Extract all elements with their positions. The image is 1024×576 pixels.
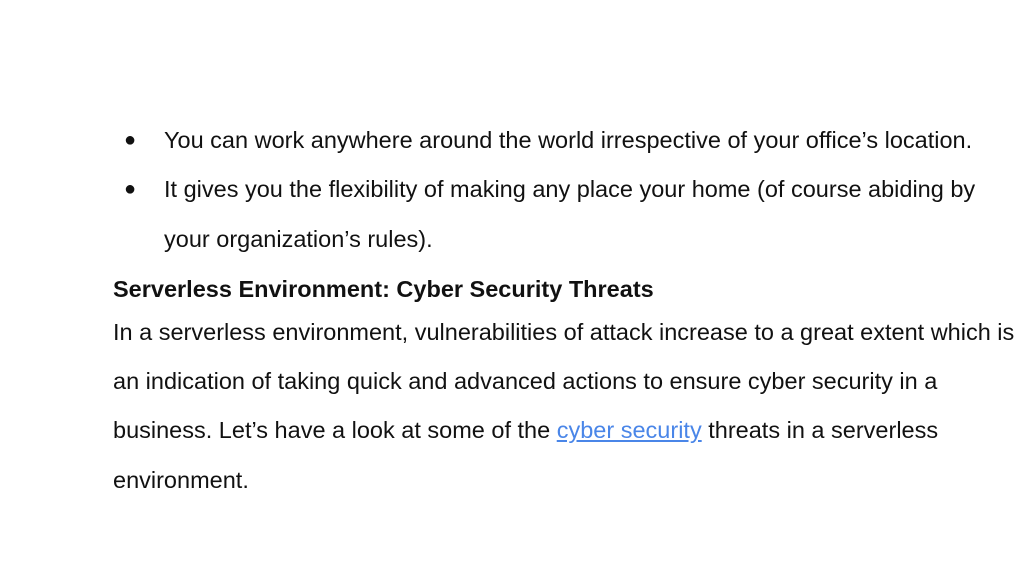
list-item bbox=[113, 116, 1018, 165]
paragraph-text: In a serverless environment, vulnerabilities of attack increase to a great extent which is an indication of taking quick and advanced actions to ensure cyber security in a business. Let’s have a look at some of the bbox=[113, 318, 1015, 444]
bullet-icon: ● bbox=[124, 178, 137, 201]
section-heading: Serverless Environment: Cyber Security Threats bbox=[113, 275, 654, 302]
cyber-security-link[interactable]: cyber security bbox=[556, 417, 702, 444]
section-paragraph bbox=[113, 308, 1018, 505]
bullet-icon: ● bbox=[124, 129, 137, 151]
document-body bbox=[113, 116, 1018, 505]
paragraph-text-end: threats in a serverless environment. bbox=[113, 417, 939, 493]
list-item-text: You can work anywhere around the world irrespective of your office’s location. bbox=[164, 127, 973, 153]
benefits-list bbox=[113, 116, 1018, 264]
list-item bbox=[113, 165, 1018, 264]
list-item-text: It gives you the flexibility of making any place your home (of course abiding by your organization’s rules). bbox=[164, 176, 976, 252]
